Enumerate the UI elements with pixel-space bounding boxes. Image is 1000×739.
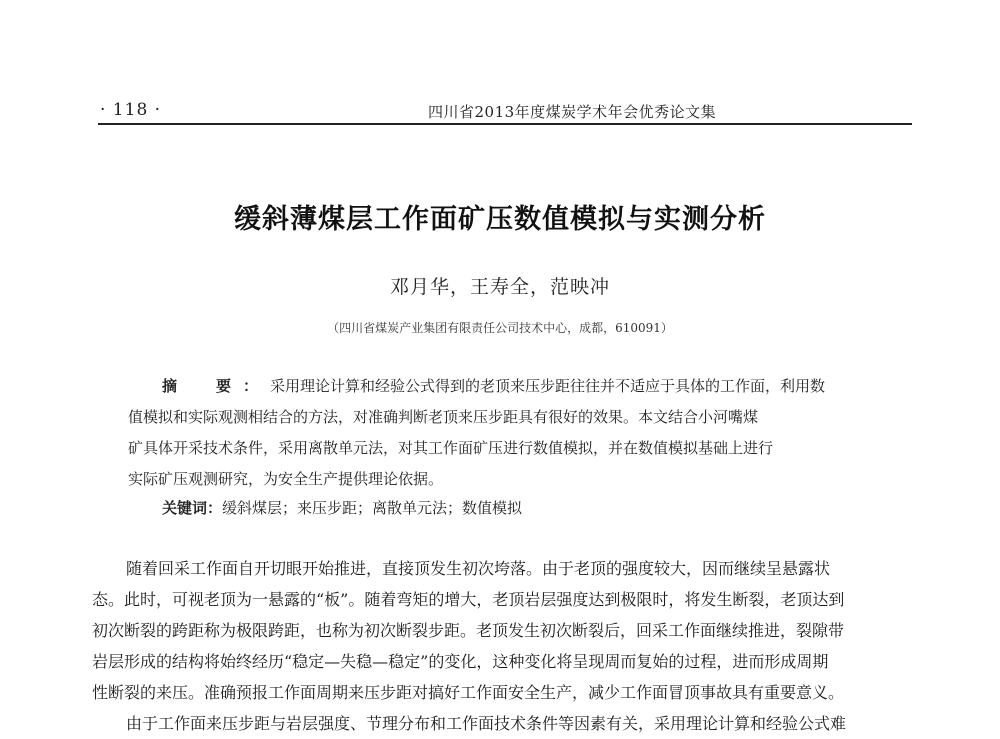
abstract-label: 摘 要： bbox=[162, 377, 271, 395]
keywords bbox=[162, 497, 522, 518]
body-line: 岩层形成的结构将始终经历“稳定—失稳—稳定”的变化，这种变化将呈现周而复始的过程，进而形成周期 bbox=[92, 652, 829, 671]
running-title: 四川省2013年度煤炭学术年会优秀论文集 bbox=[428, 103, 717, 121]
abstract-text: 采用理论计算和经验公式得到的老顶来压步距往往并不适应于具体的工作面，利用数 bbox=[270, 377, 826, 395]
body-line: 态。此时，可视老顶为一悬露的“板”。随着弯矩的增大，老顶岩层强度达到极限时，将发生断裂，老顶达到 bbox=[92, 590, 845, 609]
abstract bbox=[128, 371, 880, 495]
abstract-line: 实际矿压观测研究，为安全生产提供理论依据。 bbox=[128, 470, 444, 488]
body-line: 由于工作面来压步距与岩层强度、节理分布和工作面技术条件等因素有关，采用理论计算和经验公式难 bbox=[126, 714, 847, 733]
paper-title: 缓斜薄煤层工作面矿压数值模拟与实测分析 bbox=[234, 204, 766, 235]
keywords-text: 缓斜煤层；来压步距；离散单元法；数值模拟 bbox=[222, 499, 523, 517]
keywords-label: 关键词： bbox=[162, 499, 223, 517]
body-line: 初次断裂的跨距称为极限跨距，也称为初次断裂步距。老顶发生初次断裂后，回采工作面继续推进，裂隙带 bbox=[92, 621, 845, 640]
body-line: 性断裂的来压。准确预报工作面周期来压步距对搞好工作面安全生产，减少工作面冒顶事故具有重要意义。 bbox=[92, 683, 845, 702]
body-line: 随着回采工作面自开切眼开始推进，直接顶发生初次垮落。由于老顶的强度较大，因而继续呈悬露状 bbox=[126, 559, 831, 578]
authors: 邓月华，王寿全，范映冲 bbox=[389, 276, 610, 298]
header-rule bbox=[98, 123, 912, 125]
abstract-line: 矿具体开采技术条件，采用离散单元法，对其工作面矿压进行数值模拟，并在数值模拟基础上进行 bbox=[128, 439, 774, 457]
body-text bbox=[92, 553, 912, 739]
page-number: · 118 · bbox=[100, 100, 162, 120]
abstract-line bbox=[128, 371, 880, 402]
affiliation: （四川省煤炭产业集团有限责任公司技术中心，成都，610091） bbox=[327, 321, 673, 335]
page-header bbox=[98, 94, 912, 124]
abstract-line: 值模拟和实际观测相结合的方法，对准确判断老顶来压步距具有很好的效果。本文结合小河嘴煤 bbox=[128, 408, 759, 426]
